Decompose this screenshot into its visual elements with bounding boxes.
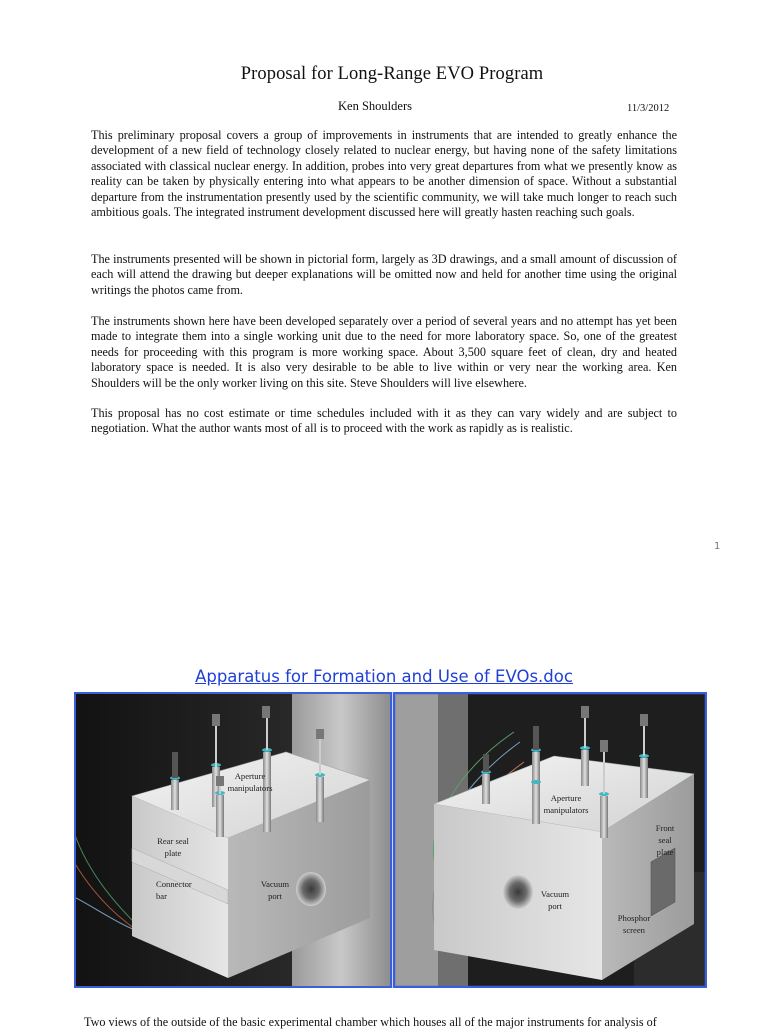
author-name: Ken Shoulders — [338, 99, 412, 113]
apparatus-doc-link[interactable]: Apparatus for Formation and Use of EVOs.doc — [195, 667, 573, 686]
label-aperture-right-2: manipulators — [543, 805, 589, 815]
paragraph-intro: This preliminary proposal covers a group of improvements in instruments that are intended to greatly enhance the development of a new field of technology closely related to nuclear energy, but having none of the safety limitations associated with classical nuclear energy. In addition, probes into very great departures from what we presently know as reality can be taken by physically entering into what appears to be another dimension of space. Without a substantial departure from the instrumentation presently used by the scientific community, we will take much longer to reach such ambitious goals. The integrated instrument development discussed here will greatly hasten reaching such goals. — [91, 128, 677, 220]
page-number: 1 — [714, 541, 721, 552]
label-aperture-right-1: Aperture — [550, 793, 582, 803]
label-aperture-left-2: manipulators — [227, 783, 273, 793]
paragraph-instruments: The instruments presented will be shown in pictorial form, largely as 3D drawings, and a small amount of discussion of each will attend the drawing but deeper explanations will be omitted now and held for another time using the original writings the photos came from. — [91, 252, 677, 297]
left-view — [74, 693, 390, 987]
document-date: 11/3/2012 — [627, 103, 670, 114]
document-title: Proposal for Long-Range EVO Program — [240, 64, 544, 84]
label-front-seal-1: Front — [655, 823, 675, 833]
label-connector-2: bar — [156, 891, 167, 901]
paragraph-cost: This proposal has no cost estimate or time schedules included with it as they can vary widely and are subject to negotiation. What the author wants most of all is to proceed with the work as rapidly as is realistic. — [91, 406, 677, 436]
label-aperture-left-1: Aperture — [234, 771, 266, 781]
label-vacuum-left-1: Vacuum — [260, 879, 290, 889]
paragraph-space-needs: The instruments shown here have been developed separately over a period of several years and no attempt has yet been made to integrate them into a single working unit due to the need for more laboratory space. So, one of the greatest needs for proceeding with this program is more working space. About 3,500 square feet of clean, dry and heated laboratory space is needed. It is also very desirable to be able to live within or very near the working area. Ken Shoulders will be the only worker living on this site. Steve Shoulders will live elsewhere. — [91, 314, 677, 390]
label-connector-1: Connector — [156, 879, 192, 889]
label-front-seal-3: plate — [656, 847, 674, 857]
label-vacuum-right-1: Vacuum — [540, 889, 570, 899]
label-phosphor-1: Phosphor — [617, 913, 651, 923]
label-vacuum-right-2: port — [548, 901, 562, 911]
right-view — [394, 693, 706, 987]
label-front-seal-2: seal — [658, 835, 672, 845]
label-phosphor-2: screen — [623, 925, 645, 935]
figure-caption: Two views of the outside of the basic experimental chamber which houses all of the major instruments for analysis of — [84, 1015, 657, 1029]
label-rear-seal-1: Rear seal — [157, 836, 189, 846]
chamber-figure — [74, 692, 707, 988]
label-rear-seal-2: plate — [164, 848, 182, 858]
label-vacuum-left-2: port — [268, 891, 282, 901]
